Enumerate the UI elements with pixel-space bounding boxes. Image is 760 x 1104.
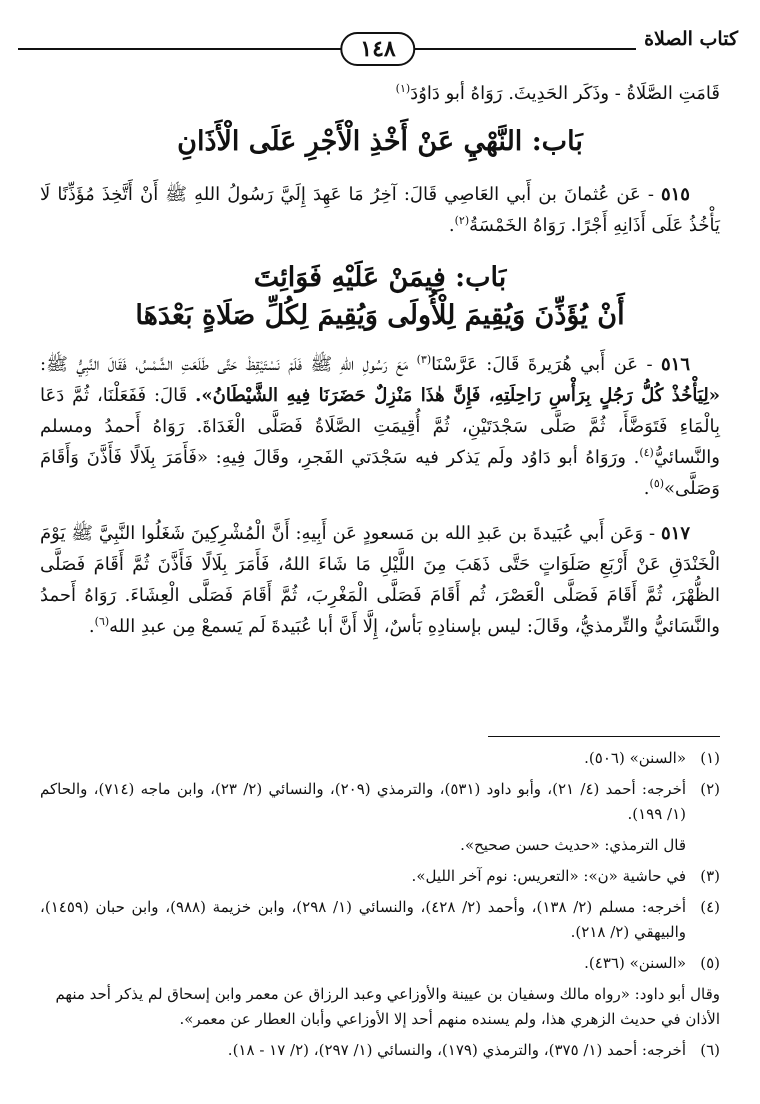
footnote-number: (٢) <box>700 780 720 798</box>
page-number: ١٤٨ <box>340 32 415 66</box>
hadith-end: . <box>448 215 455 236</box>
chapter-title-2-line1: بَاب: فِيمَنْ عَلَيْهِ فَوَائِتَ <box>253 262 507 293</box>
footnote-6 <box>40 1038 720 1063</box>
footnote-text: أخرجه: أحمد (١/ ٣٧٥)، والترمذي (١٧٩)، والنسائي (١/ ٢٩٧)، (٢/ ١٧ - ١٨). <box>227 1041 686 1059</box>
footnote-4 <box>40 895 720 945</box>
footnote-text: أخرجه: مسلم (٢/ ١٣٨)، وأحمد (٢/ ٤٢٨)، والنسائي (١/ ٢٩٨)، وابن خزيمة (٩٨٨)، وابن حبان (١٤٥٩)، والبيهقي (٢/ ٢١٨). <box>40 898 687 941</box>
main-text <box>40 78 720 656</box>
chapter-title-1: بَاب: النَّهْيِ عَنْ أَخْذِ الْأَجْرِ عَلَى الْأَذَانِ <box>177 126 583 157</box>
footnote-ref: (٢) <box>454 214 470 227</box>
hadith-text-part3: قَالَ: فَفَعَلْنَا، ثُمَّ دَعَا بِالْمَاءِ فَتَوَضَّأَ، ثُمَّ صَلَّى سَجْدَتَيْنِ، ثُمَّ أُقِيمَتِ الصَّلَاةُ فَصَلَّى الْغَدَاةَ. رَوَاهُ أَحمدُ ومسلم والنَّسائيُّ <box>40 385 720 468</box>
hadith-text: - عَن عُثمانَ بن أَبي العَاصِي قَالَ: آخِرُ مَا عَهِدَ إِلَيَّ رَسُولُ اللهِ ﷺ أَنْ أَتَّخِذَ مُؤَذِّنًا لَا يَأْخُذُ عَلَى أَذَانِهِ أَجْرًا. رَوَاهُ الخَمْسَةُ <box>40 184 720 236</box>
footnotes <box>40 746 720 1069</box>
footnote-ref: (٦) <box>94 615 110 628</box>
prophet-quote: «لِيَأْخُذْ كُلُّ رَجُلٍ بِرَأْسِ رَاحِلَتِهِ، فَإِنَّ هٰذَا مَنْزِلٌ حَضَرَنَا فِيهِ الشَّيْطَانُ». <box>195 385 720 406</box>
intro-line <box>40 78 720 109</box>
hadith-text-part4: . ورَوَاهُ أبو دَاوُد ولَم يَذكر فيه سَجْدَتي الفَجرِ، وقَالَ فِيهِ: «فَأَمَرَ بِلَالًا فَأَذَّنَ وَأَقَامَ وَصَلَّى» <box>40 447 720 499</box>
hadith-number: ٥١٥ <box>660 184 690 205</box>
footnote-ref: (٥) <box>649 477 665 490</box>
footnote-text: أخرجه: أحمد (٤/ ٢١)، وأبو داود (٥٣١)، والترمذي (٢٠٩)، والنسائي (٢/ ٢٣)، وابن ماجه (٧١٤)، والحاكم (١/ ١٩٩). <box>40 780 687 823</box>
footnote-number: (٦) <box>700 1041 720 1059</box>
hadith-515 <box>40 179 720 241</box>
footnote-text: «السنن» (٤٣٦). <box>584 954 686 972</box>
footnote-5-comment: وقال أبو داود: «رواه مالك وسفيان بن عيينة والأوزاعي وعبد الرزاق عن معمر وابن إسحاق لم يذكر أحد منهم الأذان في حديث الزهري هذا، ولم يسنده منهم أحد إلا الأوزاعي وأبان العطار عن معمر». <box>55 985 720 1028</box>
footnote-number: (٤) <box>700 898 720 916</box>
footnote-3 <box>40 864 720 889</box>
footnote-1 <box>40 746 720 771</box>
hadith-end: . <box>643 478 650 499</box>
footnote-ref: (٤) <box>639 446 654 459</box>
footnote-comment: قال الترمذي: «حديث حسن صحيح». <box>460 836 686 854</box>
footnote-2 <box>40 777 720 858</box>
footnote-ref: (٣) <box>416 353 432 366</box>
hadith-number: ٥١٧ <box>660 523 690 544</box>
intro-ref: (١) <box>395 82 411 95</box>
hadith-number: ٥١٦ <box>661 354 691 375</box>
chapter-title-2-line2: أَنْ يُؤَذِّنَ وَيُقِيمَ لِلْأُولَى وَيُقِيمَ لِكُلِّ صَلَاةٍ بَعْدَهَا <box>135 300 625 331</box>
footnote-5 <box>40 951 720 976</box>
hadith-text-part2: مَعَ رَسُولِ اللهِ ﷺ فَلَمْ نَسْتَيْقِظْ حَتَّى طَلَعَتِ الشَّمْسُ، فَقَالَ النَّبِيُّ ﷺ: <box>40 354 409 375</box>
footnote-number: (٥) <box>700 954 720 972</box>
page-header <box>18 28 738 68</box>
hadith-end: . <box>88 616 95 637</box>
hadith-text: - وَعَن أَبي عُبَيدةَ بن عَبدِ الله بن مَسعودٍ عَن أَبِيهِ: أَنَّ الْمُشْرِكِينَ شَغَلُوا النَّبِيَّ ﷺ يَوْمَ الْخَنْدَقِ عَنْ أَرْبَعِ صَلَوَاتٍ حَتَّى ذَهَبَ مِنَ اللَّيْلِ مَا شَاءَ اللهُ، فَأَمَرَ بِلَالًا فَأَذَّنَ ثُمَّ أَقَامَ فَصَلَّى الظُّهْرَ، ثُمَّ أَقَامَ فَصَلَّى الْعَصْرَ، ثُم أَقَامَ فَصَلَّى الْمَغْرِبَ، ثُمَّ أَقَامَ فَصَلَّى الْعِشَاءَ. رَوَاهُ أَحمدُ والنَّسَائيُّ والتِّرمذيُّ، وقَالَ: ليس بإسنادِهِ بَأسٌ، إِلَّا أَنَّ أبا عُبَيدةَ لَم يَسمعْ مِن عبدِ الله <box>40 523 720 637</box>
book-title: كتاب الصلاة <box>636 28 738 50</box>
chapter-title-2 <box>40 259 720 335</box>
footnote-separator <box>488 736 720 737</box>
hadith-517 <box>40 518 720 642</box>
hadith-text-part1: - عَن أَبي هُرَيرةَ قَالَ: عَرَّسْنَا <box>431 354 653 375</box>
hadith-516 <box>40 349 720 504</box>
footnote-text: في حاشية «ن»: «التعريس: نوم آخر الليل». <box>411 867 686 885</box>
footnote-text: «السنن» (٥٠٦). <box>584 749 686 767</box>
footnote-number: (٣) <box>700 867 720 885</box>
footnote-number: (١) <box>700 749 720 767</box>
intro-text: قَامَتِ الصَّلَاةُ - وذَكَر الحَدِيثَ. رَوَاهُ أبو دَاوُدَ <box>410 83 720 104</box>
